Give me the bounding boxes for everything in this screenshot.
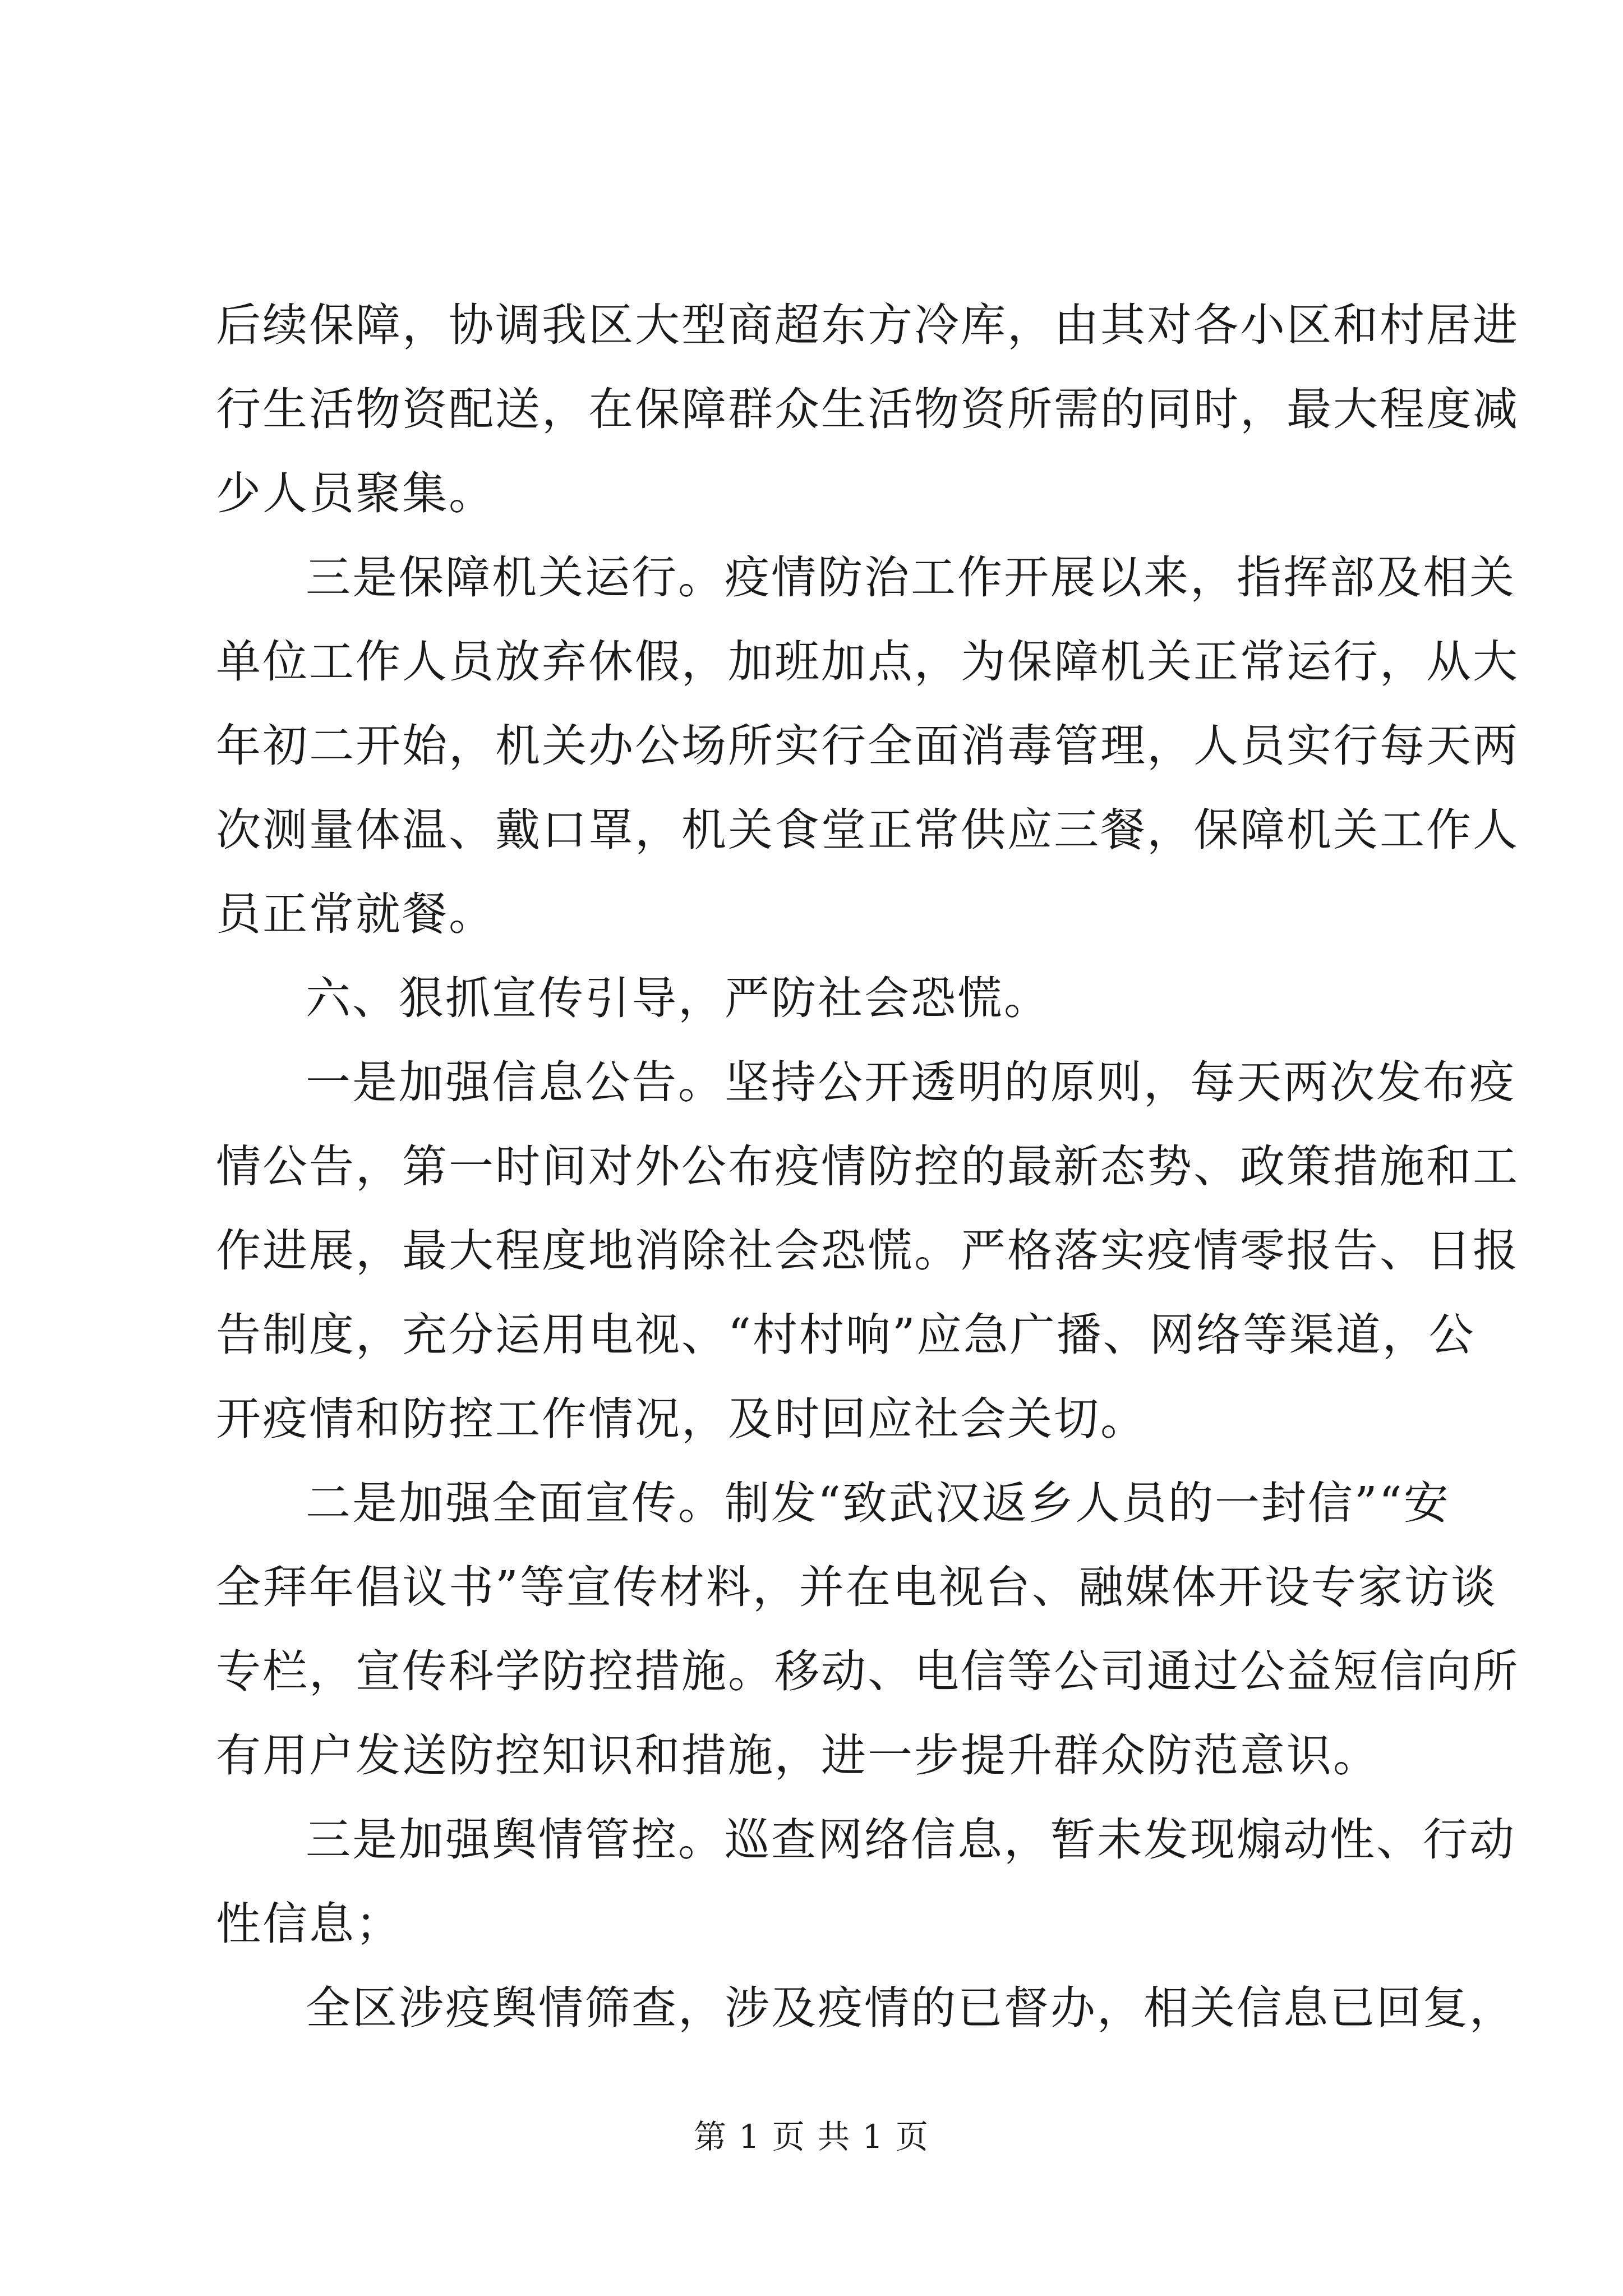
text-line: 次测量体温、戴口罩，机关食堂正常供应三餐，保障机关工作人 — [216, 804, 1519, 856]
document-body — [216, 283, 1519, 2050]
text-line: 二是加强全面宣传。制发“致武汉返乡人员的一封信”“安 — [306, 1477, 1450, 1529]
text-line: 单位工作人员放弃休假，加班加点，为保障机关正常运行，从大 — [216, 636, 1519, 688]
text-line: 少人员聚集。 — [216, 467, 495, 519]
paragraph-1 — [216, 283, 1519, 536]
text-line: 一是加强信息公告。坚持公开透明的原则，每天两次发布疫 — [306, 1056, 1516, 1108]
text-line: 全区涉疫舆情筛查，涉及疫情的已督办，相关信息已回复， — [306, 1982, 1516, 2034]
paragraph-2 — [216, 536, 1519, 956]
text-line: 告制度，充分运用电视、“村村响”应急广播、网络等渠道，公 — [216, 1309, 1476, 1361]
paragraph-4 — [216, 1041, 1519, 1461]
text-line: 性信息； — [216, 1898, 402, 1950]
paragraph-7 — [216, 1966, 1516, 2050]
text-line: 三是保障机关运行。疫情防治工作开展以来，指挥部及相关 — [306, 551, 1516, 604]
section-heading — [216, 956, 1438, 1041]
text-line: 后续保障，协调我区大型商超东方冷库，由其对各小区和村居进 — [216, 299, 1519, 351]
text-line: 作进展，最大程度地消除社会恐慌。严格落实疫情零报告、日报 — [216, 1225, 1519, 1277]
text-line: 六、狠抓宣传引导，严防社会恐慌。 — [306, 972, 1050, 1024]
text-line: 情公告，第一时间对外公布疫情防控的最新态势、政策措施和工 — [216, 1140, 1519, 1193]
text-line: 年初二开始，机关办公场所实行全面消毒管理，人员实行每天两 — [216, 720, 1519, 772]
text-line: 有用户发送防控知识和措施，进一步提升群众防范意识。 — [216, 1729, 1380, 1782]
text-line: 全拜年倡议书”等宣传材料，并在电视台、融媒体开设专家访谈 — [216, 1561, 1497, 1613]
text-line: 专栏，宣传科学防控措施。移动、电信等公司通过公益短信向所 — [216, 1645, 1519, 1697]
text-line: 行生活物资配送，在保障群众生活物资所需的同时，最大程度减 — [216, 383, 1519, 435]
text-line: 三是加强舆情管控。巡查网络信息，暂未发现煽动性、行动 — [306, 1814, 1516, 1866]
page-number-footer: 第 1 页 共 1 页 — [694, 2118, 929, 2156]
paragraph-5 — [216, 1461, 1519, 1798]
text-line: 员正常就餐。 — [216, 888, 495, 940]
paragraph-6 — [216, 1798, 1516, 1966]
text-line: 开疫情和防控工作情况，及时回应社会关切。 — [216, 1393, 1147, 1445]
